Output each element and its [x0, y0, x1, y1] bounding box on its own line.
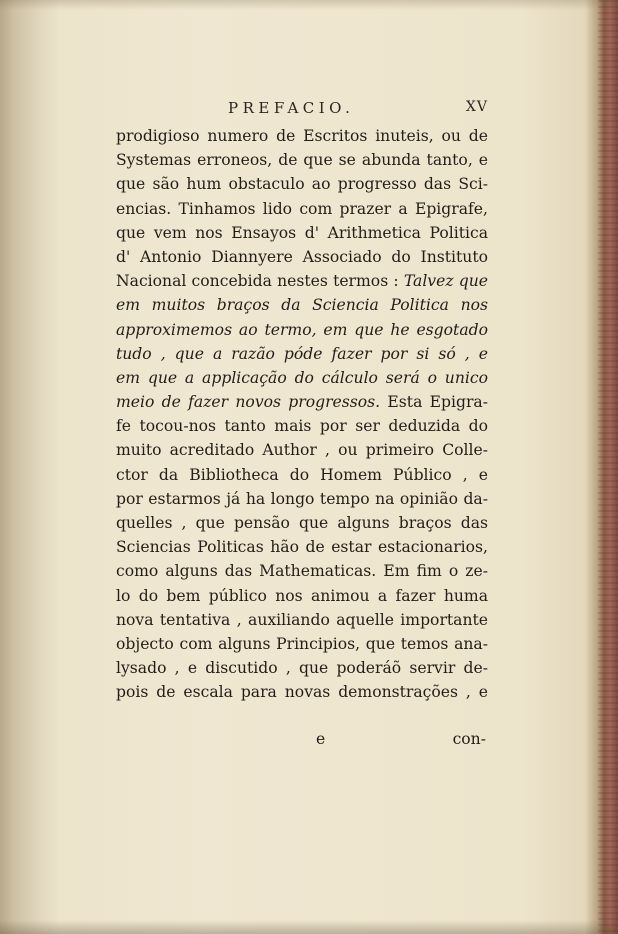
text-line: quelles , que pensão que alguns braços das: [116, 514, 488, 532]
text-line: que são hum obstaculo ao progresso das Sci-: [116, 175, 488, 194]
text-line: nova tentativa , auxiliando aquelle importante: [116, 610, 488, 629]
page-number: XV: [465, 99, 488, 115]
text-line: objecto com alguns Principios, que temos ana-: [116, 634, 488, 653]
page-header: [116, 99, 488, 123]
text-line: tudo , que a razão póde fazer por si só , e: [116, 344, 488, 363]
roman-phrase: Esta Epigra-: [387, 393, 488, 412]
text-line: meio de fazer novos progressos. Esta Epigra-: [116, 393, 488, 412]
text-line: ctor da Bibliotheca do Homem Público , e: [116, 465, 488, 484]
text-line: Systemas erroneos, de que se abunda tanto, e: [116, 151, 488, 170]
text-line: como alguns das Mathematicas. Em fim o ze-: [116, 562, 488, 581]
text-line: approximemos ao termo, em que he esgotado: [116, 320, 488, 339]
text-line: lo do bem público nos animou a fazer huma: [116, 586, 488, 605]
page-top-edge: [0, 0, 618, 10]
running-title: PREFACIO.: [228, 99, 355, 117]
text-line: em que a applicação do cálculo será o unico: [116, 368, 488, 387]
text-line: fe tocou-nos tanto mais por ser deduzida do: [116, 417, 488, 436]
text-line: Sciencias Politicas hão de estar estacionarios,: [116, 538, 488, 557]
text-line: que vem nos Ensayos d' Arithmetica Politica: [116, 223, 488, 242]
text-line: pois de escala para novas demonstrações , e: [116, 683, 488, 702]
gutter-shadow: [0, 0, 60, 934]
page-fore-edge: [598, 0, 618, 934]
text-line: prodigioso numero de Escritos inuteis, ou de: [116, 127, 488, 145]
text-line: lysado , e discutido , que poderáõ servir de-: [116, 659, 488, 678]
text-line: encias. Tinhamos lido com prazer a Epigrafe,: [116, 199, 488, 218]
catchword: con-: [452, 730, 486, 748]
text-line: em muitos braços da Sciencia Politica nos: [116, 296, 488, 315]
text-line: d' Antonio Diannyere Associado do Instituto: [116, 247, 488, 266]
text-line: por estarmos já ha longo tempo na opinião da-: [116, 489, 488, 508]
page-bottom-edge: [0, 920, 618, 934]
body-text: [116, 124, 488, 705]
text-line: muito acreditado Author , ou primeiro Colle-: [116, 441, 488, 460]
signature-mark: e: [316, 730, 326, 748]
text-line: Nacional concebida nestes termos : Talvez que: [116, 272, 488, 291]
page-footer: [116, 730, 488, 754]
italic-phrase: Talvez que: [403, 272, 488, 291]
